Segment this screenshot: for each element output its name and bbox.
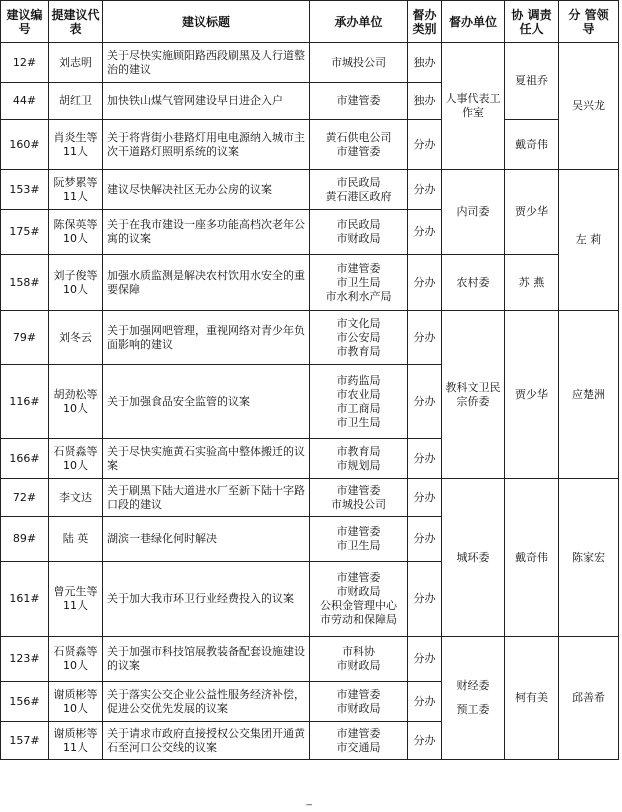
cell-leader: 应楚洲 — [559, 311, 619, 479]
cell-title: 关于将背街小巷路灯用电电源纳入城市主次干道路灯照明系统的议案 — [103, 120, 310, 170]
handler-line: 市建管委 — [336, 144, 381, 158]
cell-proposer: 胡红卫 — [49, 83, 103, 120]
cell-supervisor: 教科文卫民宗侨委 — [442, 311, 505, 479]
cell-leader: 陈家宏 — [559, 479, 619, 637]
cell-coordinator: 戴奇伟 — [505, 479, 559, 637]
handler-line: 市农业局 — [336, 387, 381, 401]
handler-line: 市建管委 — [336, 261, 381, 275]
cell-handler — [310, 439, 408, 479]
handler-line: 市公安局 — [336, 330, 381, 344]
cell-title: 加强水质监测是解决农村饮用水安全的重要保障 — [103, 255, 310, 311]
handler-line: 市财政局 — [336, 585, 381, 598]
cell-title: 关于尽快实施黄石实验高中整体搬迁的议案 — [103, 439, 310, 479]
cell-title: 关于落实公交企业公益性服务经济补偿，促进公交优先发展的议案 — [103, 682, 310, 722]
supervisor-line: 财经委 — [456, 679, 490, 692]
cell-supervisor — [442, 637, 505, 760]
cell-category: 分办 — [408, 170, 442, 210]
cell-category: 分办 — [408, 637, 442, 682]
cell-proposer: 曾元生等11人 — [49, 562, 103, 637]
cell-proposer: 李文达 — [49, 479, 103, 517]
cell-no: 79# — [1, 311, 49, 365]
cell-handler — [310, 255, 408, 311]
handler-line: 市工商局 — [336, 401, 381, 415]
table-header-row — [1, 1, 619, 43]
table-row — [1, 479, 619, 517]
cell-coordinator: 贾少华 — [505, 311, 559, 479]
cell-no: 160# — [1, 120, 49, 170]
cell-no: 157# — [1, 722, 49, 760]
handler-line: 市民政局 — [336, 175, 381, 189]
cell-handler — [310, 83, 408, 120]
cell-coordinator: 贾少华 — [505, 170, 559, 255]
cell-handler — [310, 682, 408, 722]
handler-line: 市城投公司 — [331, 497, 386, 511]
cell-handler — [310, 479, 408, 517]
cell-title: 关于加强食品安全监管的议案 — [103, 365, 310, 439]
cell-title: 关于刷黑下陆大道进水厂至新下陆十字路口段的建议 — [103, 479, 310, 517]
cell-handler — [310, 210, 408, 255]
cell-handler — [310, 365, 408, 439]
cell-coordinator: 夏祖乔 — [505, 43, 559, 120]
cell-title: 关于加强市科技馆展教装备配套设施建设的议案 — [103, 637, 310, 682]
handler-line: 市卫生局 — [336, 539, 381, 552]
table-row — [1, 43, 619, 83]
cell-no: 72# — [1, 479, 49, 517]
handler-line: 市劳动和保障局 — [320, 613, 397, 626]
cell-proposer: 刘子俊等10人 — [49, 255, 103, 311]
cell-coordinator: 苏 燕 — [505, 255, 559, 311]
cell-title: 关于加大我市环卫行业经费投入的议案 — [103, 562, 310, 637]
cell-title: 建议尽快解决社区无办公房的议案 — [103, 170, 310, 210]
cell-proposer: 肖炎生等11人 — [49, 120, 103, 170]
header-no: 建议编号 — [1, 1, 49, 43]
table-row — [1, 637, 619, 682]
handler-line: 市文化局 — [336, 316, 381, 330]
handler-line: 市药监局 — [336, 373, 381, 387]
cell-no: 123# — [1, 637, 49, 682]
cell-handler — [310, 722, 408, 760]
handler-line: 市交通局 — [336, 740, 381, 754]
cell-no: 158# — [1, 255, 49, 311]
handler-line: 市财政局 — [336, 659, 381, 672]
cell-title: 关于请求市政府直接授权公交集团开通黄石至河口公交线的议案 — [103, 722, 310, 760]
cell-proposer: 谢质彬等11人 — [49, 722, 103, 760]
cell-supervisor: 人事代表工作室 — [442, 43, 505, 170]
handler-line: 市建管委 — [336, 571, 381, 584]
table-row — [1, 120, 619, 170]
cell-proposer: 石贤淼等10人 — [49, 439, 103, 479]
cell-category: 分办 — [408, 479, 442, 517]
handler-line: 市卫生局 — [336, 415, 381, 429]
handler-line: 市建管委 — [336, 94, 381, 107]
cell-proposer: 刘志明 — [49, 43, 103, 83]
header-leader: 分 管领 导 — [559, 1, 619, 43]
cell-title: 关于加强网吧管理，重视网络对青少年负面影响的建议 — [103, 311, 310, 365]
cell-supervisor: 城环委 — [442, 479, 505, 637]
cell-coordinator: 柯有美 — [505, 637, 559, 760]
cell-category: 分办 — [408, 120, 442, 170]
handler-line: 市水利水产局 — [325, 289, 392, 303]
cell-category: 独办 — [408, 43, 442, 83]
supervisor-line: 预工委 — [456, 703, 490, 716]
cell-handler — [310, 43, 408, 83]
cell-no: 161# — [1, 562, 49, 637]
header-category: 督办类别 — [408, 1, 442, 43]
cell-leader: 左 莉 — [559, 170, 619, 311]
cell-supervisor: 内司委 — [442, 170, 505, 255]
header-handler: 承办单位 — [310, 1, 408, 43]
handler-line: 市科协 — [342, 645, 375, 658]
handler-line: 市财政局 — [336, 232, 381, 245]
cell-title: 加快铁山煤气管网建设早日进企入户 — [103, 83, 310, 120]
header-coordinator: 协 调责任人 — [505, 1, 559, 43]
handler-line: 市建管委 — [336, 483, 381, 497]
handler-line: 黄石港区政府 — [325, 189, 392, 203]
cell-category: 分办 — [408, 722, 442, 760]
handler-line: 市财政局 — [336, 701, 381, 715]
cell-proposer: 阮梦累等11人 — [49, 170, 103, 210]
cell-no: 44# — [1, 83, 49, 120]
cell-no: 175# — [1, 210, 49, 255]
cell-leader: 邱善希 — [559, 637, 619, 760]
cell-no: 156# — [1, 682, 49, 722]
cell-handler — [310, 517, 408, 562]
cell-no: 166# — [1, 439, 49, 479]
cell-category: 分办 — [408, 255, 442, 311]
cell-category: 分办 — [408, 210, 442, 255]
handler-line: 市规划局 — [336, 458, 381, 472]
cell-title: 关于在我市建设一座多功能高档次老年公寓的议案 — [103, 210, 310, 255]
cell-handler — [310, 562, 408, 637]
cell-proposer: 谢质彬等10人 — [49, 682, 103, 722]
cell-category: 分办 — [408, 682, 442, 722]
cell-proposer: 石贤淼等10人 — [49, 637, 103, 682]
header-proposer: 提建议代 表 — [49, 1, 103, 43]
handler-line: 市教育局 — [336, 444, 381, 458]
handler-line: 市建管委 — [336, 687, 381, 701]
handler-line: 市卫生局 — [336, 275, 381, 289]
cell-category: 独办 — [408, 83, 442, 120]
header-title: 建议标题 — [103, 1, 310, 43]
handler-line: 市教育局 — [336, 344, 381, 358]
cell-no: 89# — [1, 517, 49, 562]
table-row — [1, 311, 619, 365]
cell-no: 153# — [1, 170, 49, 210]
handler-line: 市建管委 — [336, 726, 381, 740]
cell-supervisor: 农村委 — [442, 255, 505, 311]
cell-handler — [310, 120, 408, 170]
table-row — [1, 255, 619, 311]
cell-coordinator: 戴奇伟 — [505, 120, 559, 170]
header-supervisor: 督办单位 — [442, 1, 505, 43]
cell-title: 关于尽快实施顾阳路西段刷黑及人行道整治的建议 — [103, 43, 310, 83]
handler-line: 黄石供电公司 — [325, 130, 392, 144]
cell-leader: 吴兴龙 — [559, 43, 619, 170]
handler-line: 市建管委 — [336, 525, 381, 538]
cell-proposer: 陈保英等10人 — [49, 210, 103, 255]
handler-line: 公积金管理中心 — [320, 599, 397, 612]
cell-category: 分办 — [408, 517, 442, 562]
cell-category: 分办 — [408, 365, 442, 439]
cell-category: 分办 — [408, 439, 442, 479]
handler-line: 市民政局 — [336, 218, 381, 231]
cell-proposer: 胡劲松等10人 — [49, 365, 103, 439]
cell-handler — [310, 170, 408, 210]
table-row — [1, 170, 619, 210]
cell-no: 116# — [1, 365, 49, 439]
cell-category: 分办 — [408, 562, 442, 637]
cell-proposer: 刘冬云 — [49, 311, 103, 365]
cell-handler — [310, 637, 408, 682]
cell-no: 12# — [1, 43, 49, 83]
cell-category: 分办 — [408, 311, 442, 365]
cell-proposer: 陆 英 — [49, 517, 103, 562]
cell-handler — [310, 311, 408, 365]
handler-line: 市城投公司 — [331, 55, 386, 69]
cell-title: 湖滨一巷绿化何时解决 — [103, 517, 310, 562]
